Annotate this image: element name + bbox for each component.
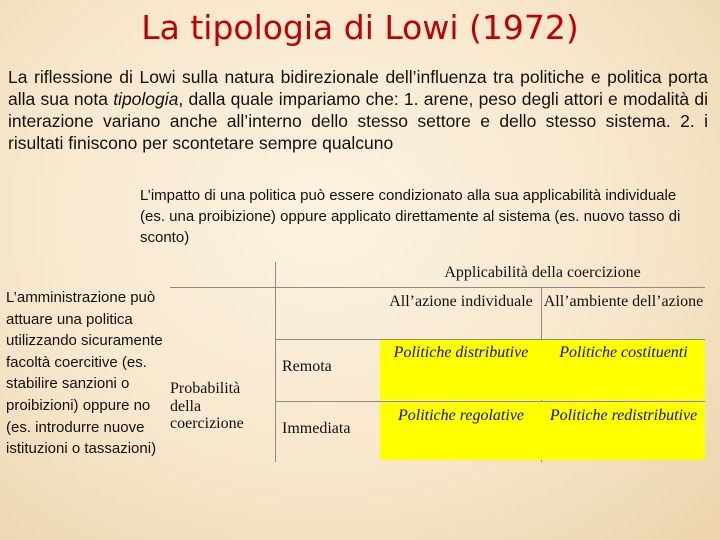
row-label-immediate: Immediata <box>282 420 351 437</box>
impact-note: L’impatto di una politica può essere condizionato alla sua applicabilità individuale (es. una proibizione) oppure applicato direttamente al sistema (es. nuovo tasso di sconto) <box>140 187 681 246</box>
column-header-individual: All’azione individuale <box>389 293 533 310</box>
cell-distributive: Politiche distributive <box>380 340 542 400</box>
page-title: La tipologia di Lowi (1972) <box>141 8 579 47</box>
lowi-typology-table <box>170 262 705 462</box>
intro-emphasis: tipologia <box>113 89 179 109</box>
cell-constituent: Politiche costituenti <box>542 340 705 400</box>
column-header-environment: All’ambiente dell’azione <box>543 293 704 310</box>
table-header-coercion-applicability: Applicabilità della coercizione <box>444 264 641 281</box>
intro-text-start: La riflessione di Lowi sulla natura bidirezionale dell’influenza tra politiche e politica porta alla sua nota <box>8 67 708 109</box>
cell-regulatory: Politiche regolative <box>380 402 542 460</box>
vertical-divider <box>275 262 276 462</box>
cell-redistributive: Politiche redistributive <box>542 402 705 460</box>
administration-note: L’amministrazione può attuare una politica utilizzando sicuramente facoltà coercitive (es. stabilire sanzioni o proibizioni) oppure no (es. introdurre nuove istituzioni o tassazioni) <box>6 289 163 458</box>
row-header-coercion-probability: Probabilità della coercizione <box>170 380 244 432</box>
intro-text-end: , dalla quale impariamo che: 1. arene, peso degli attori e modalità di interazione variano anche all’interno dello stesso settore e dello stesso sistema. 2. i risultati finiscono per scontetare sempre qualcuno <box>8 89 708 153</box>
row-label-remote: Remota <box>282 358 332 375</box>
intro-paragraph <box>8 66 708 154</box>
